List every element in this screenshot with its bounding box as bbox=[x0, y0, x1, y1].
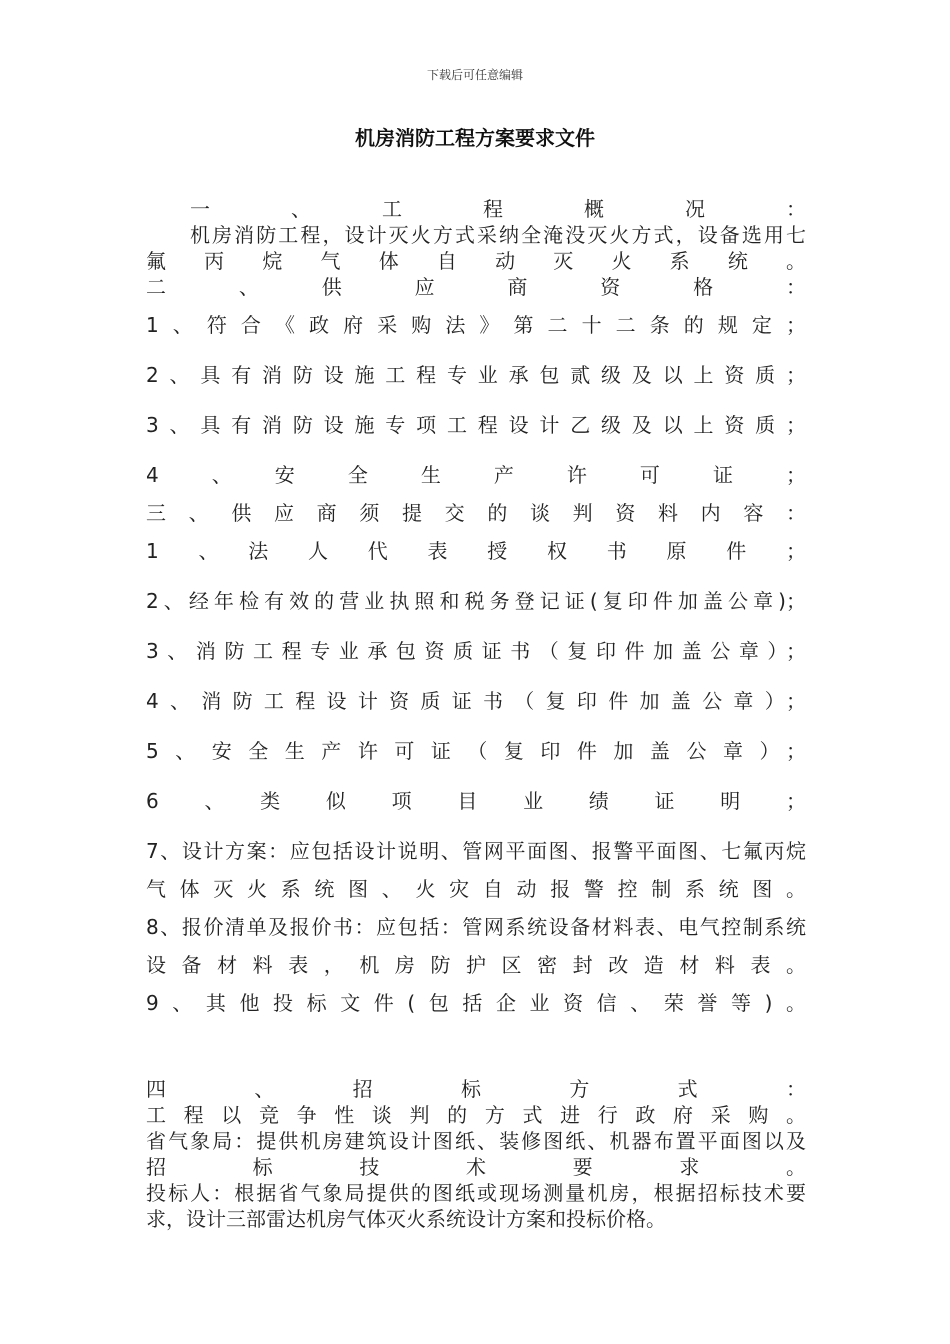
list-item: 2、经年检有效的营业执照和税务登记证(复印件加盖公章)； bbox=[146, 589, 806, 613]
list-item-continued: 设备材料表，机房防护区密封改造材料表。 bbox=[146, 953, 806, 977]
list-item: 1、符合《政府采购法》第二十二条的规定； bbox=[146, 313, 806, 337]
paragraph-line: 氟丙烷气体自动灭火系统。 bbox=[146, 249, 806, 273]
list-item: 9、其他投标文件(包括企业资信、荣誉等)。 bbox=[146, 991, 806, 1015]
list-item: 1 、 法 人 代 表 授 权 书 原 件 ； bbox=[146, 539, 806, 563]
document-body bbox=[146, 196, 806, 1232]
list-item: 3、消防工程专业承包资质证书（复印件加盖公章）； bbox=[146, 639, 806, 663]
list-item: 4 、 安 全 生 产 许 可 证 ； bbox=[146, 463, 806, 487]
list-item: 4、消防工程设计资质证书（复印件加盖公章）； bbox=[146, 689, 806, 713]
list-item: 8、报价清单及报价书：应包括：管网系统设备材料表、电气控制系统 bbox=[146, 915, 806, 939]
section-1-heading: 一 、 工 程 概 况 ： bbox=[190, 197, 806, 221]
paragraph-line: 工程以竞争性谈判的方式进行政府采购。 bbox=[146, 1103, 806, 1127]
list-item: 3、具有消防设施专项工程设计乙级及以上资质； bbox=[146, 413, 806, 437]
list-item: 5、安全生产许可证（复印件加盖公章）； bbox=[146, 739, 806, 763]
section-4-heading: 四 、 招 标 方 式 ： bbox=[146, 1077, 806, 1101]
paragraph-line: 招 标 技 术 要 求 。 bbox=[146, 1155, 806, 1179]
paragraph-line: 求，设计三部雷达机房气体灭火系统设计方案和投标价格。 bbox=[146, 1207, 666, 1231]
list-item-continued: 气体灭火系统图、火灾自动报警控制系统图。 bbox=[146, 877, 806, 901]
document-title: 机房消防工程方案要求文件 bbox=[355, 126, 595, 150]
list-item: 2、具有消防设施工程专业承包贰级及以上资质； bbox=[146, 363, 806, 387]
paragraph-line: 省气象局：提供机房建筑设计图纸、装修图纸、机器布置平面图以及 bbox=[146, 1129, 806, 1153]
section-2-heading: 二 、 供 应 商 资 格 ： bbox=[146, 275, 806, 299]
paragraph-line: 机房消防工程，设计灭火方式采纳全淹没灭火方式，设备选用七 bbox=[190, 223, 806, 247]
list-item: 7、设计方案：应包括设计说明、管网平面图、报警平面图、七氟丙烷 bbox=[146, 839, 806, 863]
header-note: 下载后可任意编辑 bbox=[426, 68, 523, 82]
paragraph-line: 投标人：根据省气象局提供的图纸或现场测量机房，根据招标技术要 bbox=[146, 1181, 806, 1205]
section-3-heading: 三、供应商须提交的谈判资料内容： bbox=[146, 501, 806, 525]
list-item: 6 、 类 似 项 目 业 绩 证 明 ； bbox=[146, 789, 806, 813]
